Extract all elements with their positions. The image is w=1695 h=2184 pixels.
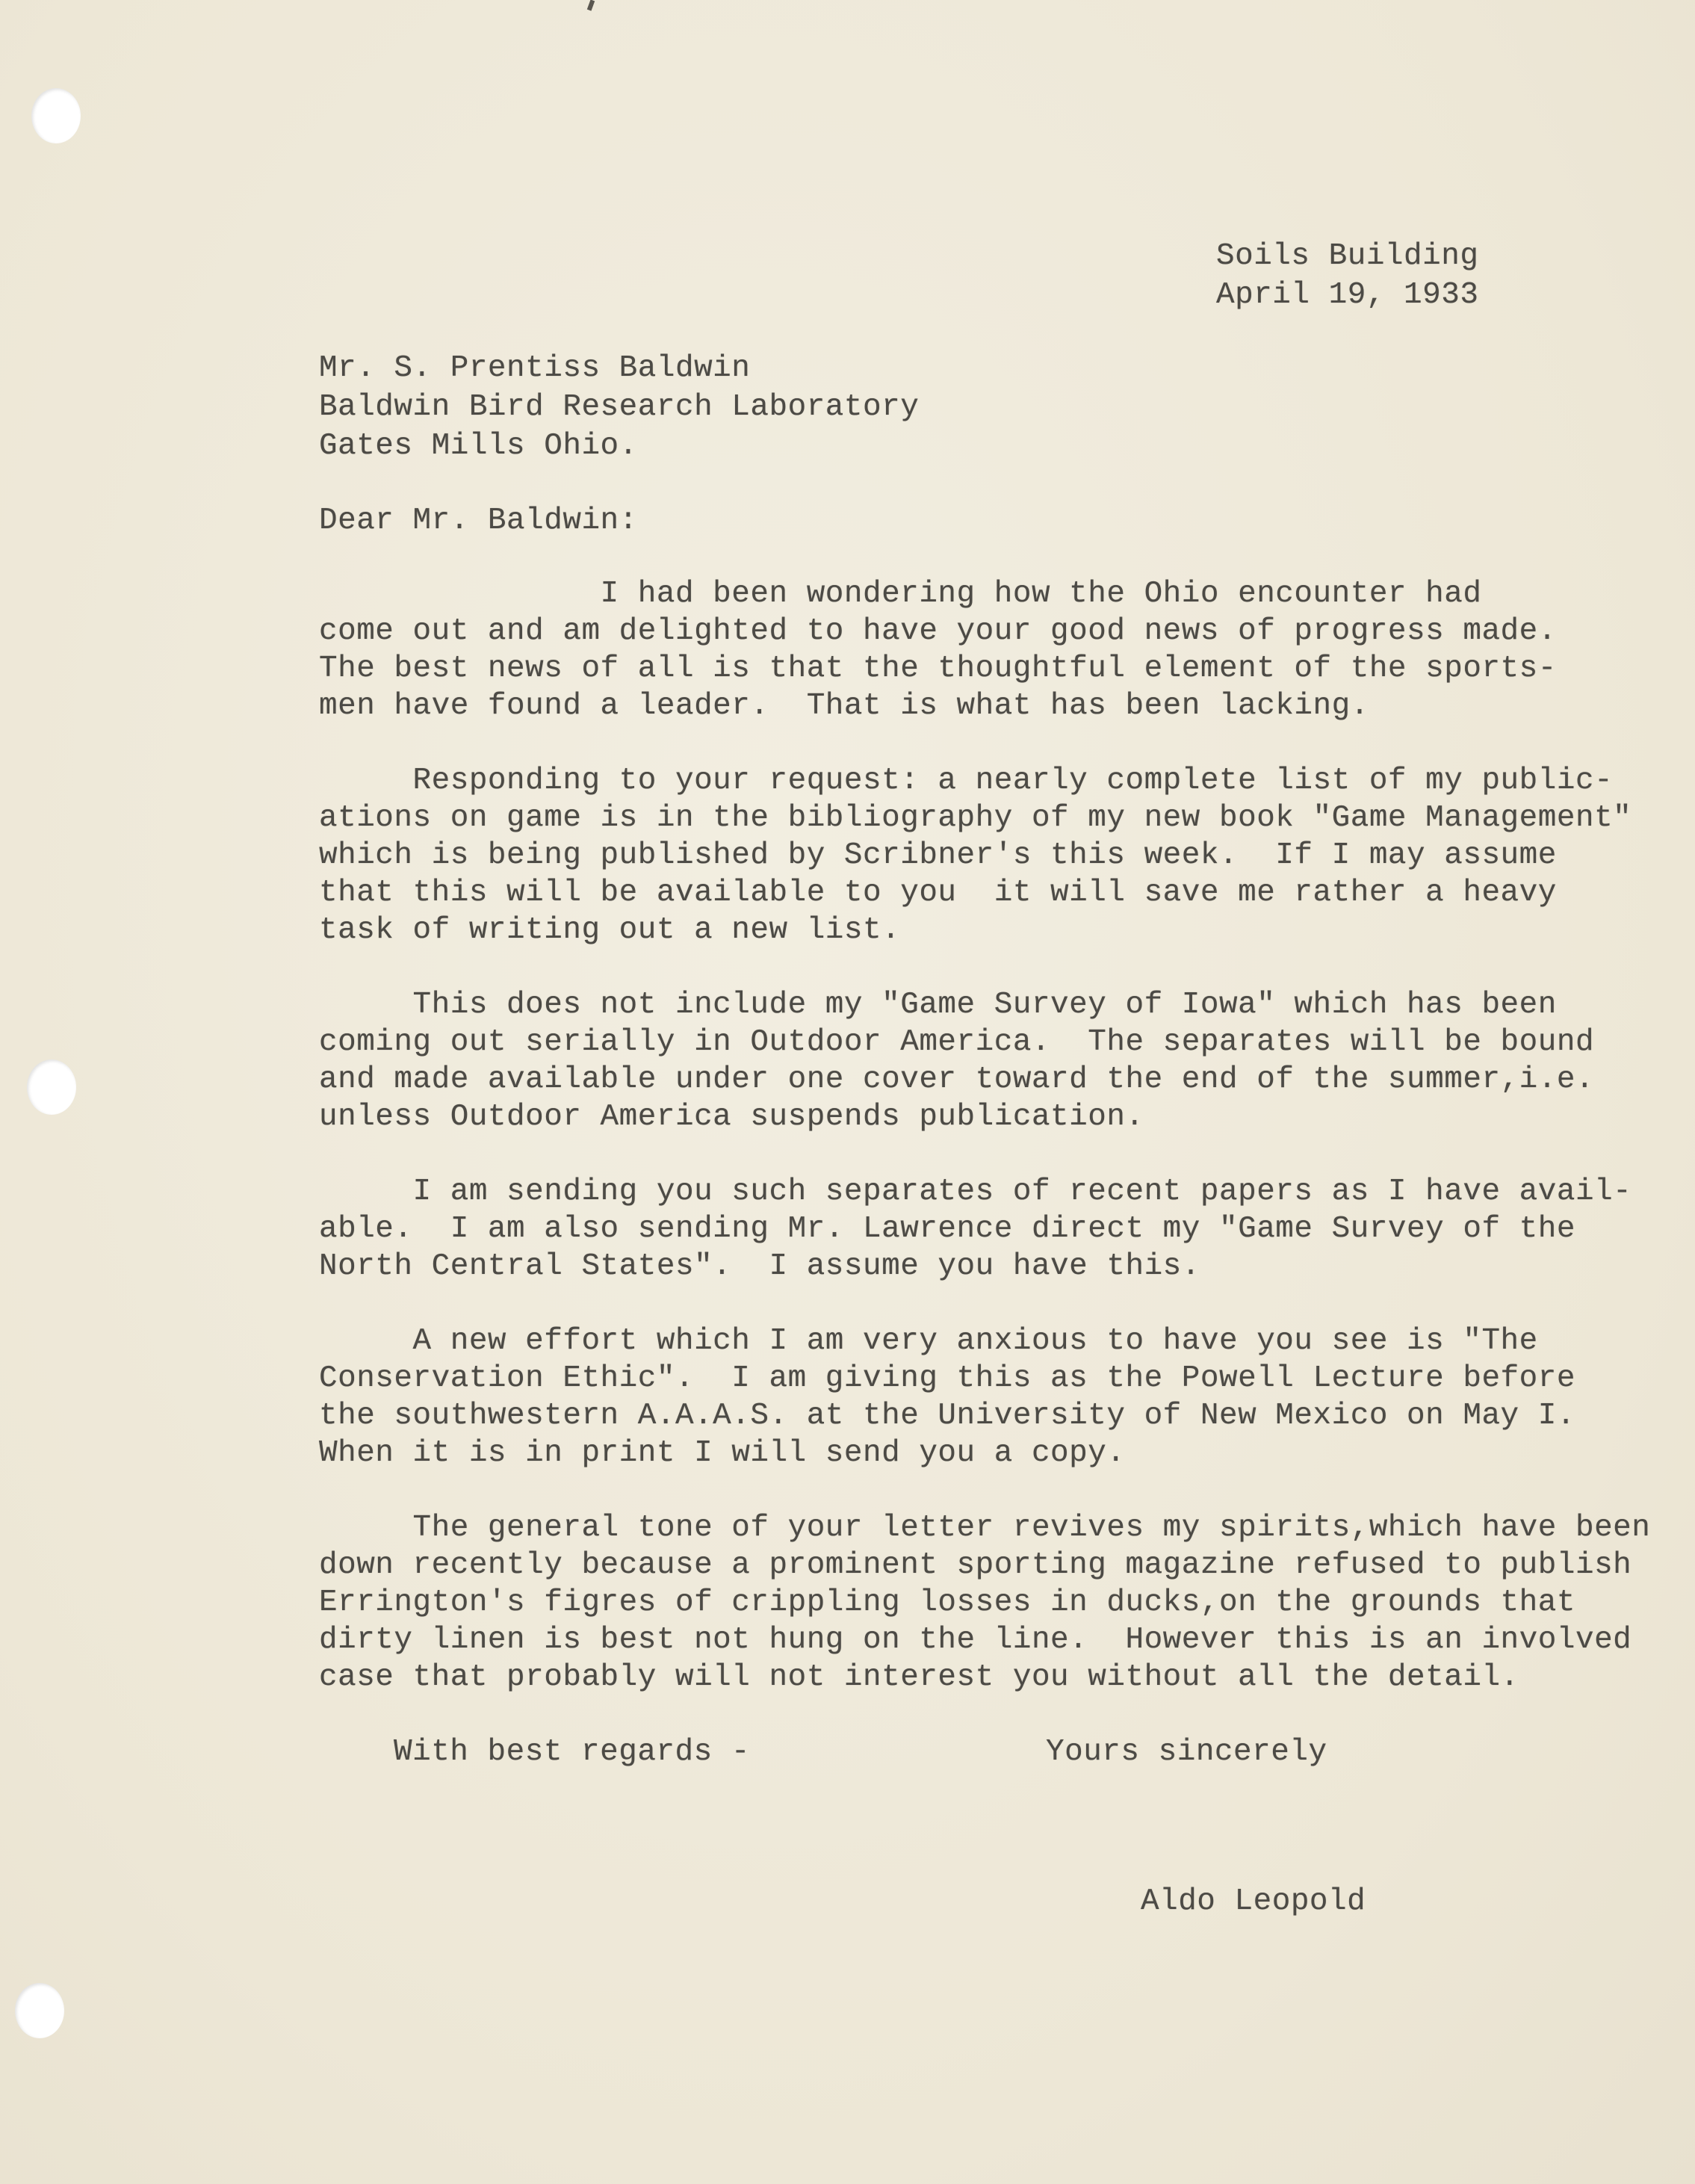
- ink-mark: [587, 0, 595, 11]
- signature-name: Aldo Leopold: [1141, 1884, 1366, 1919]
- paragraph-6-line-5: case that probably will not interest you without all the detail.: [319, 1660, 1519, 1695]
- recipient-organization: Baldwin Bird Research Laboratory: [319, 390, 920, 424]
- paragraph-6-line-1: The general tone of your letter revives my spirits,which have been: [319, 1511, 1651, 1545]
- paragraph-3-line-3: and made available under one cover toward the end of the summer,i.e.: [319, 1062, 1595, 1097]
- recipient-name: Mr. S. Prentiss Baldwin: [319, 351, 751, 386]
- paragraph-3-line-4: unless Outdoor America suspends publication.: [319, 1100, 1144, 1134]
- paragraph-4-line-1: I am sending you such separates of recent papers as I have avail-: [319, 1175, 1632, 1209]
- paragraph-5-line-2: Conservation Ethic". I am giving this as the Powell Lecture before: [319, 1361, 1575, 1396]
- paragraph-5-line-3: the southwestern A.A.A.S. at the University of New Mexico on May I.: [319, 1399, 1575, 1433]
- paragraph-4-line-2: able. I am also sending Mr. Lawrence direct my "Game Survey of the: [319, 1212, 1575, 1246]
- punch-hole-top: [31, 88, 81, 143]
- punch-hole-bottom: [15, 1983, 64, 2038]
- paragraph-5-line-1: A new effort which I am very anxious to have you see is "The: [319, 1324, 1538, 1358]
- paragraph-1-line-3: The best news of all is that the thoughtful element of the sports-: [319, 652, 1557, 686]
- paragraph-6-line-4: dirty linen is best not hung on the line. However this is an involved: [319, 1623, 1632, 1657]
- recipient-location: Gates Mills Ohio.: [319, 429, 638, 463]
- paragraph-3-line-1: This does not include my "Game Survey of Iowa" which has been: [319, 988, 1557, 1022]
- closing-sign-off: Yours sincerely: [1046, 1735, 1327, 1769]
- paragraph-2-line-2: ations on game is in the bibliography of my new book "Game Management": [319, 801, 1632, 835]
- paragraph-2-line-1: Responding to your request: a nearly complete list of my public-: [319, 764, 1614, 798]
- salutation: Dear Mr. Baldwin:: [319, 504, 638, 538]
- closing-regards: With best regards -: [394, 1735, 750, 1769]
- paragraph-2-line-4: that this will be available to you it will save me rather a heavy: [319, 876, 1557, 910]
- paragraph-1-line-4: men have found a leader. That is what has been lacking.: [319, 689, 1369, 723]
- paragraph-1-line-2: come out and am delighted to have your good news of progress made.: [319, 614, 1557, 649]
- paragraph-2-line-5: task of writing out a new list.: [319, 913, 901, 947]
- letter-date: April 19, 1933: [1216, 278, 1479, 312]
- punch-hole-middle: [27, 1059, 76, 1115]
- paragraph-6-line-2: down recently because a prominent sporting magazine refused to publish: [319, 1548, 1632, 1583]
- paragraph-1-line-1: I had been wondering how the Ohio encounter had: [319, 577, 1482, 611]
- paragraph-2-line-3: which is being published by Scribner's this week. If I may assume: [319, 838, 1557, 873]
- paragraph-3-line-2: coming out serially in Outdoor America. The separates will be bound: [319, 1025, 1595, 1059]
- paragraph-4-line-3: North Central States". I assume you have this.: [319, 1249, 1200, 1284]
- letterhead-building: Soils Building: [1216, 239, 1479, 273]
- paragraph-6-line-3: Errington's figres of crippling losses in ducks,on the grounds that: [319, 1586, 1575, 1620]
- paragraph-5-line-4: When it is in print I will send you a copy.: [319, 1436, 1126, 1470]
